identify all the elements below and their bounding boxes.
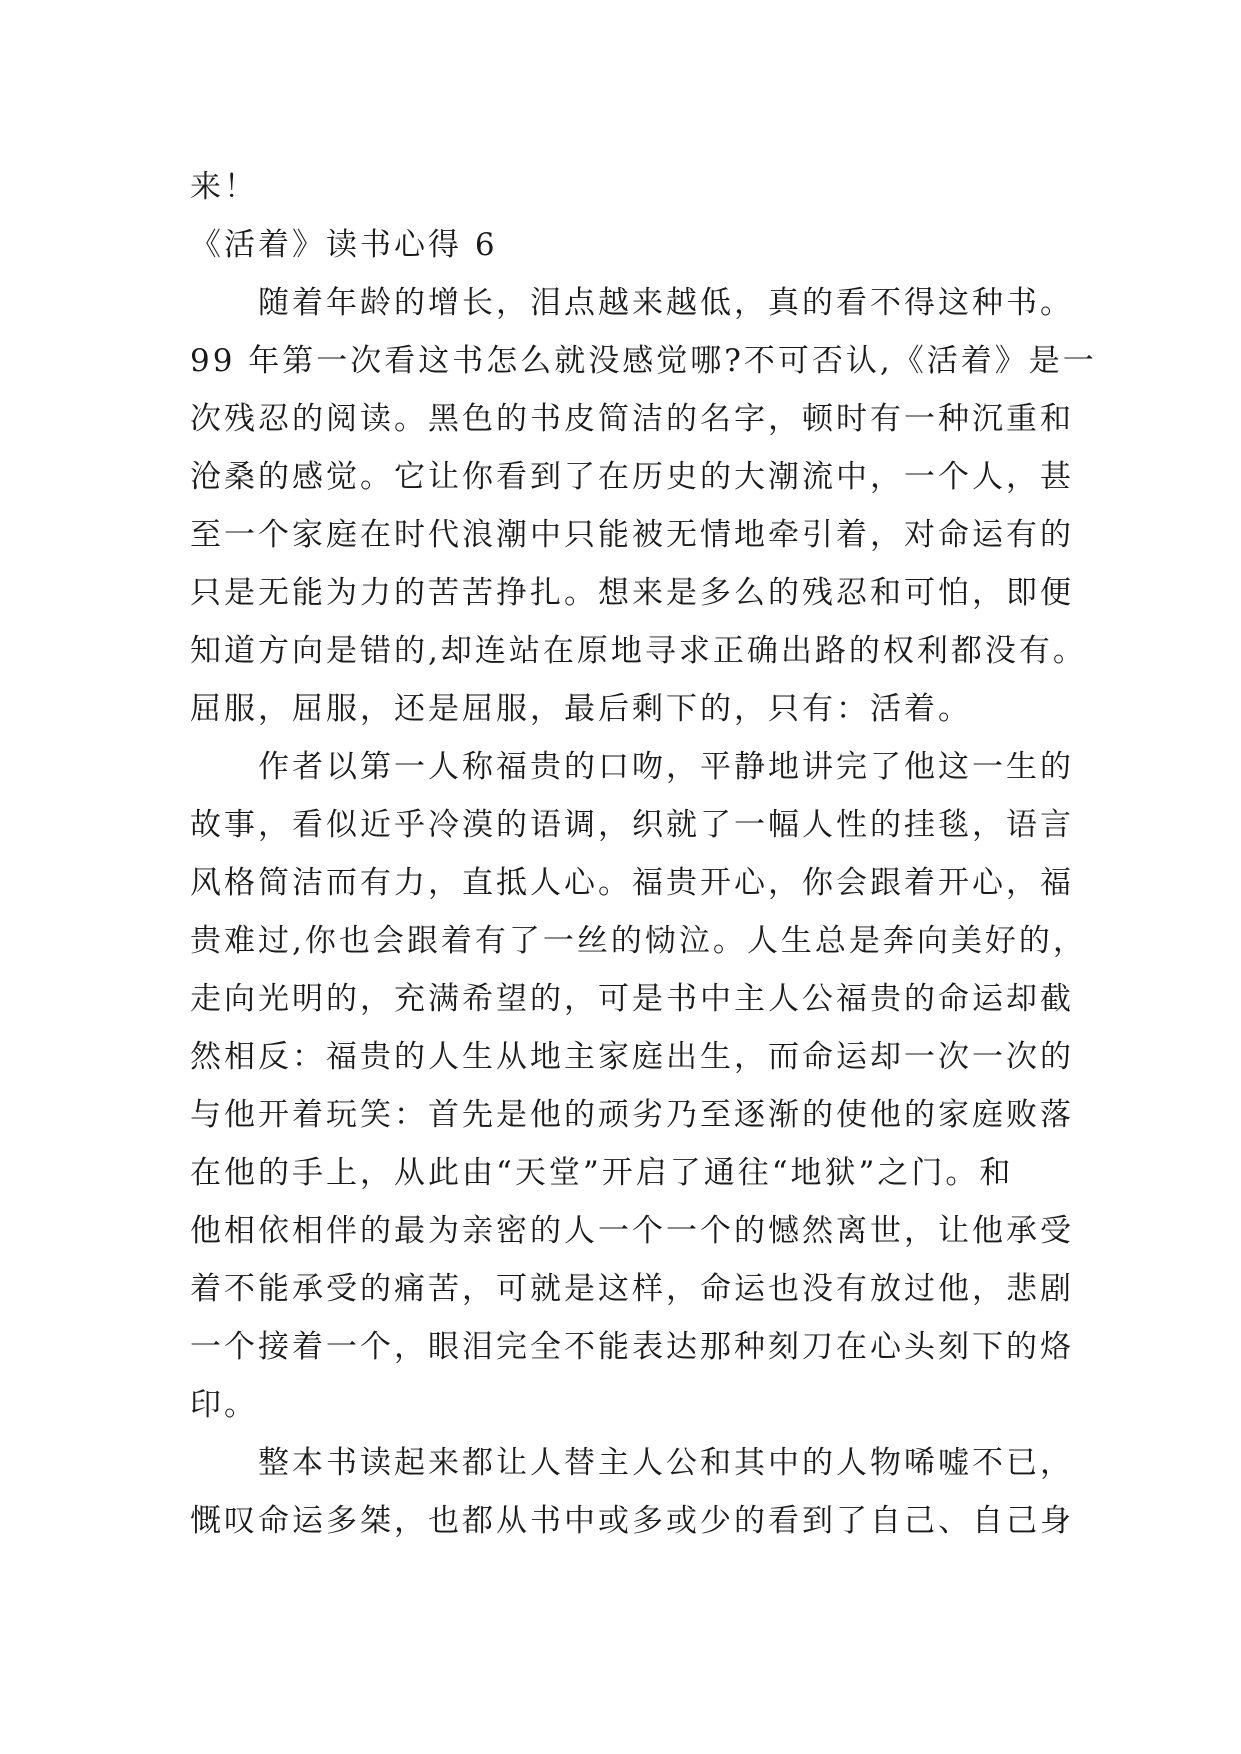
text-line: 着不能承受的痛苦，可就是这样，命运也没有放过他，悲剧	[190, 1271, 1074, 1307]
section-title: 《活着》读书心得 6	[190, 227, 498, 263]
text-line: 故事，看似近乎冷漠的语调，织就了一幅人性的挂毯，语言	[190, 807, 1074, 843]
text-line: 来！	[190, 169, 258, 205]
text-line: 与他开着玩笑：首先是他的顽劣乃至逐渐的使他的家庭败落	[190, 1097, 1074, 1133]
text-line: 他相依相伴的最为亲密的人一个一个的憾然离世，让他承受	[190, 1213, 1074, 1249]
text-line: 次残忍的阅读。黑色的书皮简洁的名字，顿时有一种沉重和	[190, 401, 1074, 437]
paragraph-start: 整本书读起来都让人替主人公和其中的人物唏嘘不已，	[258, 1445, 1074, 1481]
text-line: 走向光明的，充满希望的，可是书中主人公福贵的命运却截	[190, 981, 1074, 1017]
text-line: 印。	[190, 1387, 258, 1423]
text-line: 风格简洁而有力，直抵人心。福贵开心，你会跟着开心，福	[190, 865, 1074, 901]
paragraph-start: 作者以第一人称福贵的口吻，平静地讲完了他这一生的	[258, 749, 1074, 785]
text-line: 一个接着一个，眼泪完全不能表达那种刻刀在心头刻下的烙	[190, 1329, 1074, 1365]
text-line: 贵难过,你也会跟着有了一丝的恸泣。人生总是奔向美好的，	[190, 923, 1087, 959]
text-line: 只是无能为力的苦苦挣扎。想来是多么的残忍和可怕，即便	[190, 575, 1074, 611]
text-line: 沧桑的感觉。它让你看到了在历史的大潮流中，一个人，甚	[190, 459, 1074, 495]
text-line: 然相反：福贵的人生从地主家庭出生，而命运却一次一次的	[190, 1039, 1074, 1075]
text-line: 99 年第一次看这书怎么就没感觉哪?不可否认,《活着》是一	[190, 343, 1097, 379]
paragraph-start: 随着年龄的增长，泪点越来越低，真的看不得这种书。	[258, 285, 1074, 321]
text-line: 在他的手上，从此由“天堂”开启了通往“地狱”之门。和	[190, 1155, 1014, 1191]
body-text	[190, 158, 1097, 1550]
text-line: 知道方向是错的,却连站在原地寻求正确出路的权利都没有。	[190, 633, 1087, 669]
text-line: 至一个家庭在时代浪潮中只能被无情地牵引着，对命运有的	[190, 517, 1074, 553]
text-line: 慨叹命运多桀，也都从书中或多或少的看到了自己、自己身	[190, 1503, 1074, 1539]
text-line: 屈服，屈服，还是屈服，最后剩下的，只有：活着。	[190, 691, 972, 727]
